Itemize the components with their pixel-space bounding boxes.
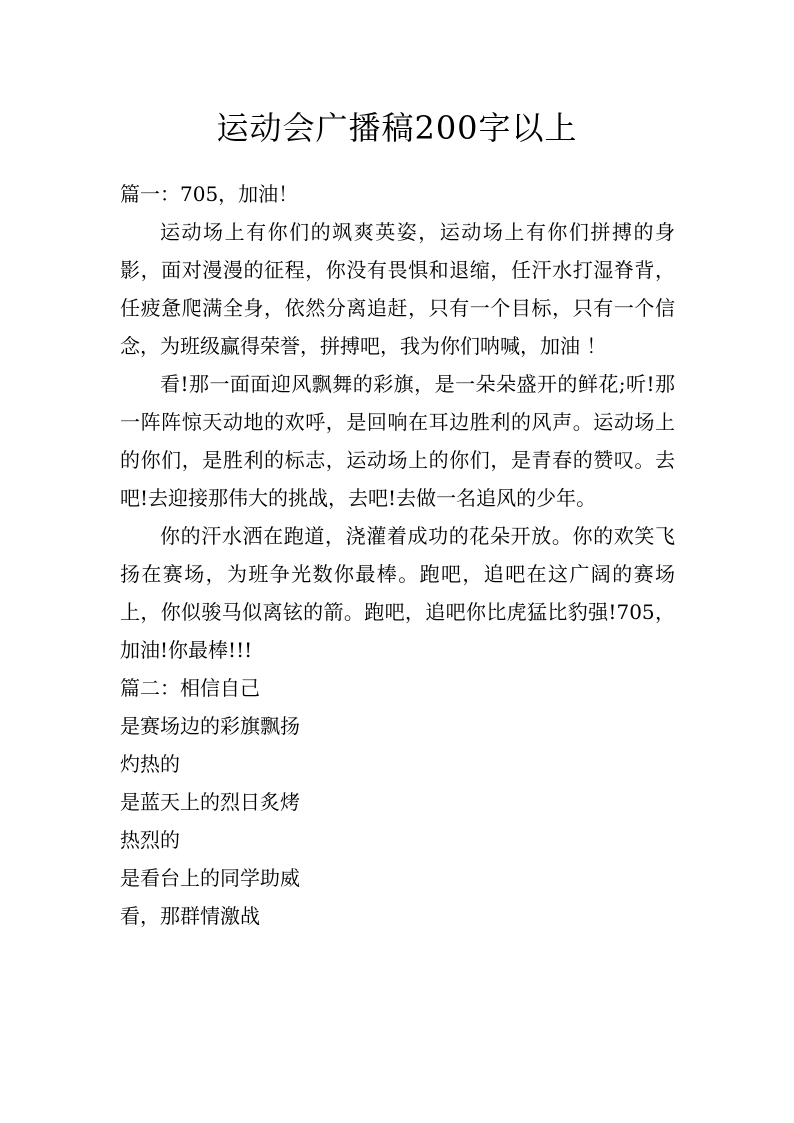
section-1-paragraph: 看!那一面面迎风飘舞的彩旗，是一朵朵盛开的鲜花;听!那一阵阵惊天动地的欢呼，是回响在耳边胜利的风声。运动场上的你们，是胜利的标志，运动场上的你们，是青春的赞叹。去吧!去迎接那伟大的挑战，去吧!去做一名追风的少年。 (120, 372, 675, 510)
section-1-paragraph: 你的汗水洒在跑道，浇灌着成功的花朵开放。你的欢笑飞扬在赛场，为班争光数你最棒。跑吧，追吧在这广阔的赛场上，你似骏马似离铉的箭。跑吧，追吧你比虎猛比豹强!705，加油!你最棒!!! (120, 524, 675, 662)
poem-line: 是蓝天上的烈日炙烤 (120, 790, 300, 814)
poem-line: 灼热的 (120, 752, 180, 776)
document-body (120, 175, 675, 935)
section-1-heading: 篇一：705，加油！ (120, 182, 299, 206)
poem-line: 看，那群情激战 (120, 904, 260, 928)
poem-line: 是赛场边的彩旗飘扬 (120, 714, 300, 738)
section-2-heading: 篇二：相信自己 (120, 676, 260, 700)
section-1-paragraph: 运动场上有你们的飒爽英姿，运动场上有你们拼搏的身影，面对漫漫的征程，你没有畏惧和退缩，任汗水打湿脊背，任疲惫爬满全身，依然分离追赶，只有一个目标，只有一个信念，为班级赢得荣誉，拼搏吧，我为你们呐喊，加油 ！ (120, 220, 675, 358)
poem-line: 是看台上的同学助威 (120, 866, 300, 890)
document-title: 运动会广播稿200字以上 (216, 109, 578, 147)
poem-line: 热烈的 (120, 828, 180, 852)
